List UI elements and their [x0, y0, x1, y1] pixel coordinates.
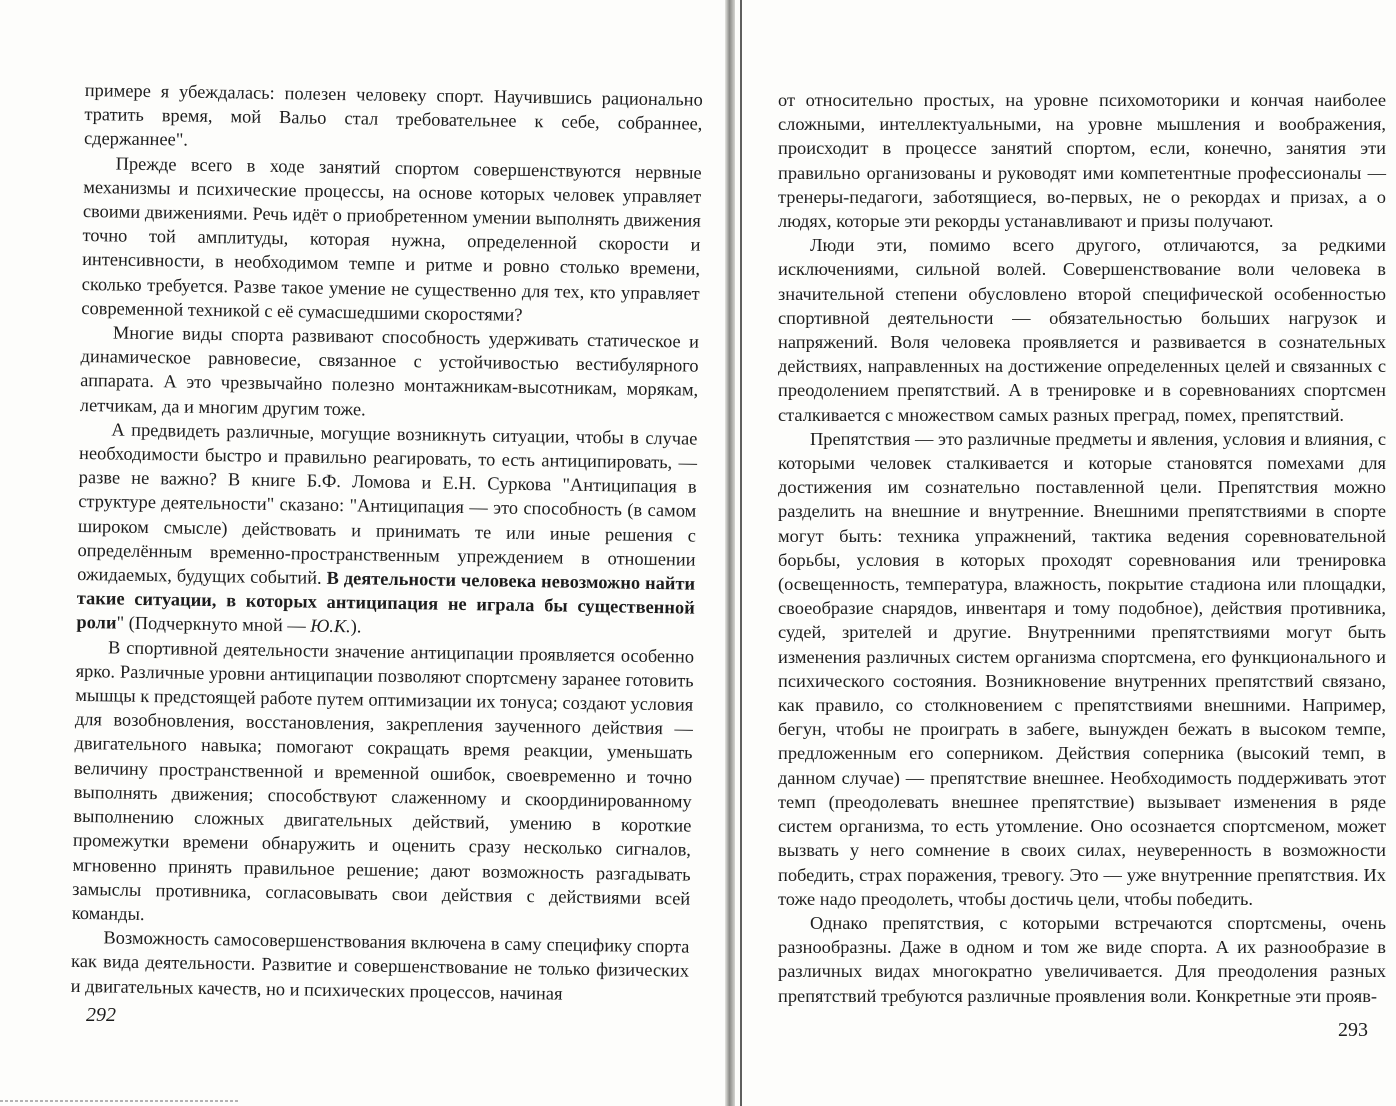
paragraph-with-quote: [76, 417, 697, 645]
scan-artifact: [0, 1100, 240, 1102]
page-number-left: 292: [86, 1004, 116, 1026]
paragraph: от относительно простых, на уровне психомоторики и кончая наиболее сложными, интеллектуальными, на уровне мышления и воображения, происходит в процессе занятий спортом, если, конечно, занятия эти правильно организованы и руководят ими компетентные профессионалы — тренеры-педагоги, заботящиеся, во-первых, не о рекордах и призах, а о людях, которые эти рекорды устанавливают и призы получают.: [778, 90, 1386, 232]
paragraph: В спортивной деятельности значение антиципации проявляется особенно ярко. Различные уровни антиципации позволяют спортсмену заранее готовить мышцы к предстоящей работе путем оптимизации их тонуса; создают условия для возобновления, восстановления, закрепления заученного действия — двигательного навыка; помогают сокращать время реакции, уменьшать величину пространственной и временной ошибок, своевременно и точно выполнять движения; способствуют слаженному и скоординированному выполнению сложных двигательных действий, умению в короткие промежутки времени обнаружить и оценить сразу несколько сигналов, мгновенно принять правильное решение; дают возможность разгадывать замыслы противника, согласовывать свои действия с действиями всей команды.: [71, 637, 695, 924]
page-number-right: 293: [1338, 1019, 1368, 1041]
paragraph-text: А предвидеть различные, могущие возникнуть ситуации, чтобы в случае необходимости быстро и правильно реагировать, то есть антиципировать, — разве не важно? В книге Б.Ф. Ломова и Е.Н. Суркова "Антиципация в структуре деятельности" сказано: "Антиципация — это способность (в самом широком смысле) действовать и принимать те или иные решения с определённым временно-пространственным упреждением в отношении ожидаемых, будущих событий.: [77, 419, 698, 588]
quote-closing: ).: [350, 616, 362, 637]
right-page: [735, 0, 1396, 1106]
paragraph: Многие виды спорта развивают способность удерживать статическое и динамическое равновесие, связанное с устойчивостью вестибулярного аппарата. А это чрезвычайно полезно монтажникам-высотникам, морякам, летчикам, да и многим другим тоже.: [79, 322, 700, 420]
left-page-text: [71, 78, 703, 1007]
paragraph: Прежде всего в ходе занятий спортом совершенствуются нервные механизмы и психические процессы, на основе которых человек управляет своими движениями. Речь идёт о приобретенном умении выполнять движения точно той амплитуды, которая нужна, определенной скорости и интенсивности, в необходимом темпе и ритме и ровно столько времени, сколько требуется. Разве такое умение не существенно для тех, кто управляет современной техникой с её сумасшедшими скоростями?: [81, 153, 702, 325]
paragraph: Люди эти, помимо всего другого, отличаются, за редкими исключениями, сильной волей. Совершенствование воли человека в значительной степени обусловлено второй специфической особенностью спортивной деятельности — обязательностью больших нагрузок и напряжений. Воля человека проявляется и развивается в сознательных действиях, направленных на достижение определенных целей и связанных с преодолением препятствий. А в тренировке и в соревнованиях спортсмен сталкивается с множеством самых разных преград, помех, препятствий.: [778, 235, 1386, 425]
quote-note: " (Подчеркнуто мной —: [116, 613, 311, 637]
paragraph: Препятствия — это различные предметы и явления, условия и влияния, с которыми человек сталкивается и которые становятся помехами для достижения им сознательно поставленной цели. Препятствия можно разделить на внешние и внутренние. Внешними препятствиями в спорте могут быть: техника упражнений, тактика ведения соревновательной борьбы, условия в которых проходят соревнования или тренировка (освещенность, температура, влажность, покрытие стадиона или площадки, своеобразие снарядов, инвентаря и тому подобное), действия противника, судей, зрителей и другие. Внутренними препятствиями могут быть изменения различных систем организма спортсмена, его функционального и психического состояния. Возникновение внутренних препятствий связано, как правило, со столкновением с препятствиями внешними. Например, бегун, чтобы не проиграть в забеге, вынужден бежать в высоком темпе, предложенным его соперником. Действия соперника (высокий темп, в данном случае) — препятствие внешнее. Необходимость поддерживать этот темп (преодолевать внешнее препятствие) вызывает изменения в ряде систем организма, то есть утомление. Оно осознается спортсменом, может вызвать у него сомнение в своих силах, неуверенность в возможности победить, страх поражения, тревогу. Это — уже внутренние препятствия. Их тоже надо преодолеть, чтобы достичь цели, чтобы победить.: [778, 428, 1386, 909]
paragraph: Возможность самосовершенствования включена в саму специфику спорта как вида деятельности. Развитие и совершенствование не только физических и двигательных качеств, но и психических процессов, начиная: [70, 927, 690, 1004]
paragraph: примере я убеждалась: полезен человеку спорт. Научившись рационально тратить время, мой Вальо стал требовательнее к себе, собраннее, сдержаннее".: [83, 79, 703, 151]
paragraph: Однако препятствия, с которыми встречаются спортсмены, очень разнообразны. Даже в одном и том же виде спорта. А их разнообразие в различных видах многократно увеличивается. Для преодоления разных препятствий требуются различные проявления воли. Конкретные эти прояв-: [778, 912, 1386, 1006]
bold-quote: В деятельности человека невозможно найти такие ситуации, в которых антиципация не играла бы существенной роли: [76, 567, 696, 634]
right-page-text: [778, 88, 1386, 1008]
book-gutter: [725, 0, 735, 1106]
author-initials: Ю.К.: [310, 616, 351, 637]
